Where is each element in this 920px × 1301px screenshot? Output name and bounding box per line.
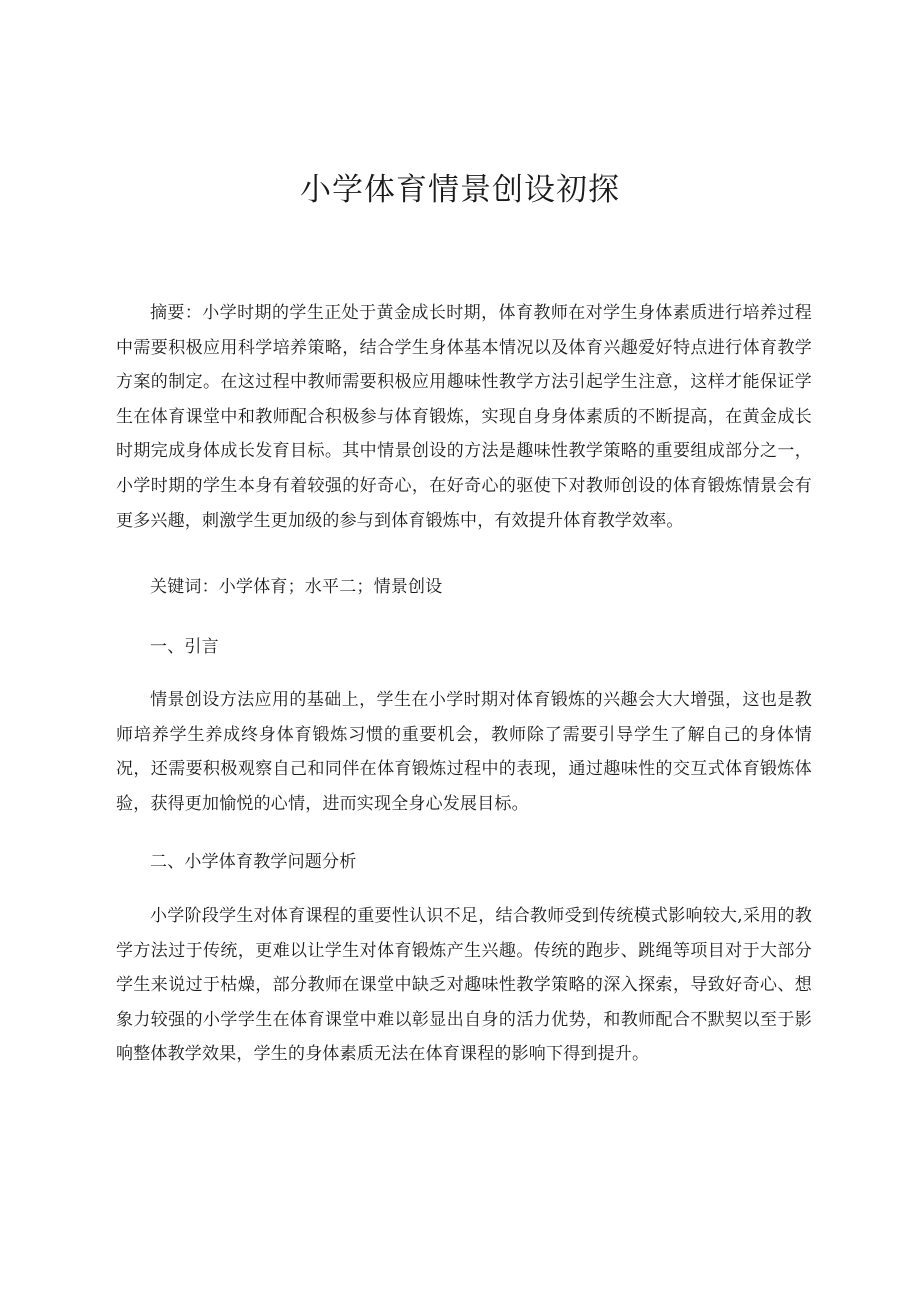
section-heading-introduction: 一、引言 bbox=[150, 637, 219, 657]
problem-analysis-paragraph: 小学阶段学生对体育课程的重要性认识不足，结合教师受到传统模式影响较大,采用的教学方法过于传统，更难以让学生对体育锻炼产生兴趣。传统的跑步、跳绳等项目对于大部分学生来说过于枯燥，部分教师在课堂中缺乏对趣味性教学策略的深入探索，导致好奇心、想象力较强的小学学生在体育课堂中难以彰显出自身的活力优势，和教师配合不默契以至于影响整体教学效果，学生的身体素质无法在体育课程的影响下得到提升。 bbox=[116, 906, 812, 1065]
page-title: 小学体育情景创设初探 bbox=[300, 172, 620, 208]
section-heading-problem-analysis: 二、小学体育教学问题分析 bbox=[150, 852, 357, 872]
keywords-line: 关键词：小学体育；水平二；情景创设 bbox=[150, 577, 443, 597]
abstract-paragraph: 摘要：小学时期的学生正处于黄金成长时期，体育教师在对学生身体素质进行培养过程中需要积极应用科学培养策略，结合学生身体基本情况以及体育兴趣爱好特点进行体育教学方案的制定。在这过程中教师需要积极应用趣味性教学方法引起学生注意，这样才能保证学生在体育课堂中和教师配合积极参与体育锻炼，实现自身身体素质的不断提高，在黄金成长时期完成身体成长发育目标。其中情景创设的方法是趣味性教学策略的重要组成部分之一，小学时期的学生本身有着较强的好奇心，在好奇心的驱使下对教师创设的体育锻炼情景会有更多兴趣，刺激学生更加级的参与到体育锻炼中，有效提升体育教学效率。 bbox=[116, 303, 812, 531]
introduction-paragraph: 情景创设方法应用的基础上，学生在小学时期对体育锻炼的兴趣会大大增强，这也是教师培养学生养成终身体育锻炼习惯的重要机会，教师除了需要引导学生了解自己的身体情况，还需要积极观察自己和同伴在体育锻炼过程中的表现，通过趣味性的交互式体育锻炼体验，获得更加愉悦的心情，进而实现全身心发展目标。 bbox=[116, 690, 812, 814]
